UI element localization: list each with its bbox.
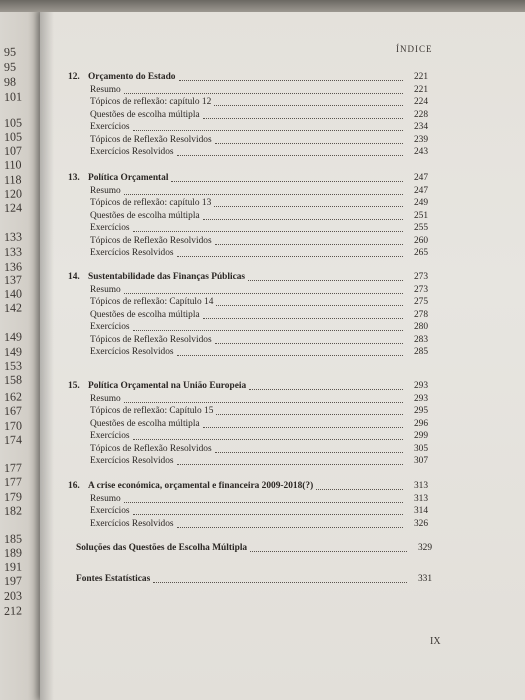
toc-subentry[interactable] (90, 145, 428, 158)
entry-title: Fontes Estatísticas (76, 574, 151, 584)
dot-leader (216, 305, 403, 306)
entry-title: Exercícios (90, 223, 130, 234)
entry-title: Exercícios Resolvidos (90, 147, 174, 157)
left-page-number: 197 (3, 573, 23, 588)
left-page-number: 101 (3, 89, 23, 104)
chapter-entry[interactable] (68, 270, 428, 283)
toc-subentry[interactable] (90, 83, 428, 96)
entry-title: Política Orçamental na União Europeia (88, 381, 247, 391)
dot-leader (316, 489, 403, 490)
left-page-number: 177 (3, 474, 23, 489)
toc-subentry[interactable] (90, 442, 428, 455)
entry-title: Exercícios Resolvidos (90, 347, 174, 357)
left-page-number: 118 (3, 172, 22, 187)
entry-page: 314 (413, 506, 428, 517)
left-page-number: 189 (3, 545, 23, 560)
entry-title: Tópicos de Reflexão Resolvidos (90, 134, 212, 145)
chapter-entry[interactable] (68, 171, 428, 184)
dot-leader (179, 80, 404, 81)
entry-page: 249 (413, 198, 428, 209)
dot-leader (133, 514, 403, 515)
dot-leader (215, 343, 403, 344)
dot-leader (215, 143, 403, 144)
dot-leader (248, 280, 403, 281)
toc-subentry[interactable] (90, 209, 428, 222)
left-page-number: 149 (3, 344, 23, 359)
entry-title: Tópicos de Reflexão Resolvidos (90, 334, 212, 345)
left-page-number: 153 (3, 358, 23, 373)
dot-leader (215, 244, 403, 245)
left-page-number: 95 (3, 44, 17, 59)
toc-subentry[interactable] (90, 283, 428, 296)
dot-leader (250, 551, 407, 552)
toc-subentry[interactable] (90, 454, 428, 467)
entry-page: 247 (413, 186, 428, 196)
dot-leader (215, 452, 403, 453)
entry-page: 273 (413, 285, 428, 295)
entry-page: 234 (413, 122, 428, 133)
entry-page: 247 (413, 173, 428, 183)
entry-page: 278 (413, 309, 428, 320)
entry-title: Questões de escolha múltipla (90, 418, 200, 429)
dot-leader (214, 206, 403, 207)
toc-subentry[interactable] (90, 404, 428, 417)
left-page-number: 170 (3, 418, 23, 433)
entry-title: Tópicos de reflexão: Capítulo 15 (90, 406, 214, 417)
left-page-number: 162 (3, 389, 23, 404)
entry-page: 293 (413, 394, 428, 404)
left-page-number: 212 (3, 603, 23, 618)
left-page-number: 124 (3, 200, 23, 215)
entry-title: Resumo (90, 186, 121, 196)
left-page-number: 95 (3, 59, 17, 74)
entry-title: Exercícios (90, 431, 130, 442)
toc-subentry[interactable] (90, 392, 428, 405)
dot-leader (203, 118, 403, 119)
left-page-number: 149 (3, 329, 23, 344)
entry-page: 331 (417, 574, 432, 584)
chapter-number: 15. (68, 381, 80, 391)
toc-subentry[interactable] (90, 196, 428, 209)
left-page-number: 167 (3, 403, 23, 418)
entry-title: A crise económica, orçamental e financeira 2009-2018(?) (88, 481, 314, 491)
left-page-number: 182 (3, 503, 23, 518)
left-page-number: 110 (3, 157, 22, 172)
entry-page: 307 (413, 456, 428, 466)
entry-page: 260 (413, 235, 428, 246)
dot-leader (133, 130, 403, 131)
toc-subentry[interactable] (90, 120, 428, 133)
toc-subentry[interactable] (90, 429, 428, 442)
entry-title: Exercícios (90, 322, 130, 333)
left-page-number: 136 (3, 259, 23, 274)
dot-leader (133, 231, 403, 232)
chapter-number: 13. (68, 173, 80, 183)
dot-leader (214, 105, 403, 106)
dot-leader (177, 464, 403, 465)
toc-subentry[interactable] (90, 417, 428, 430)
gutter-shadow (40, 10, 54, 700)
left-page-number: 185 (3, 531, 23, 546)
toc-subentry[interactable] (90, 295, 428, 308)
entry-page: 239 (413, 134, 428, 145)
entry-title: Exercícios Resolvidos (90, 248, 174, 258)
entry-page: 293 (413, 381, 428, 391)
entry-page: 299 (413, 431, 428, 442)
toc-subentry[interactable] (90, 517, 428, 530)
left-page-number: 120 (3, 186, 23, 201)
entry-page: 283 (413, 334, 428, 345)
toc-subentry[interactable] (90, 133, 428, 146)
entry-title: Tópicos de reflexão: Capítulo 14 (90, 297, 214, 308)
entry-title: Resumo (90, 394, 121, 404)
entry-title: Tópicos de Reflexão Resolvidos (90, 235, 212, 246)
left-page-number: 105 (3, 115, 23, 130)
left-page-number: 142 (3, 300, 23, 315)
chapter-number: 14. (68, 272, 80, 282)
entry-title: Resumo (90, 285, 121, 295)
entry-title: Resumo (90, 494, 121, 504)
chapter-number: 12. (68, 72, 80, 82)
left-page-number: 191 (3, 559, 23, 574)
dot-leader (203, 219, 403, 220)
dot-leader (124, 293, 403, 294)
dot-leader (249, 389, 403, 390)
entry-title: Tópicos de reflexão: capítulo 13 (90, 198, 212, 209)
entry-page: 228 (413, 109, 428, 120)
dot-leader (124, 402, 403, 403)
left-page-number: 140 (3, 286, 23, 301)
left-page-number: 158 (3, 372, 23, 387)
entry-page: 296 (413, 418, 428, 429)
entry-title: Tópicos de Reflexão Resolvidos (90, 443, 212, 454)
chapter-entry[interactable] (68, 479, 428, 492)
dot-leader (124, 93, 403, 94)
left-page-number: 98 (3, 74, 17, 89)
entry-title: Resumo (90, 85, 121, 95)
dot-leader (203, 318, 403, 319)
left-page-number: 137 (3, 272, 23, 287)
entry-page: 313 (413, 481, 428, 491)
entry-title: Questões de escolha múltipla (90, 109, 200, 120)
entry-page: 313 (413, 494, 428, 504)
left-page-number: 107 (3, 143, 23, 158)
entry-page: 329 (417, 543, 432, 553)
entry-title: Exercícios (90, 506, 130, 517)
entry-page: 305 (413, 443, 428, 454)
toc-subentry[interactable] (90, 184, 428, 197)
toc-subentry[interactable] (90, 108, 428, 121)
toc-subentry[interactable] (90, 95, 428, 108)
chapter-entry[interactable] (68, 70, 428, 83)
entry-page: 295 (413, 406, 428, 417)
entry-title: Exercícios Resolvidos (90, 456, 174, 466)
dot-leader (177, 256, 403, 257)
entry-page: 285 (413, 347, 428, 357)
entry-page: 221 (413, 72, 428, 82)
left-page-number: 203 (3, 588, 23, 603)
dot-leader (171, 181, 403, 182)
running-header: ÍNDICE (396, 44, 433, 54)
background-strip (0, 0, 525, 12)
dot-leader (124, 502, 403, 503)
chapter-entry[interactable] (68, 379, 428, 392)
entry-title: Exercícios Resolvidos (90, 518, 174, 529)
toc-subentry[interactable] (90, 492, 428, 505)
left-page-number: 179 (3, 489, 23, 504)
entry-title: Orçamento do Estado (88, 72, 176, 82)
dot-leader (153, 582, 407, 583)
dot-leader (216, 414, 403, 415)
toc-subentry[interactable] (90, 345, 428, 358)
dot-leader (177, 355, 403, 356)
entry-title: Soluções das Questões de Escolha Múltipla (76, 543, 248, 553)
left-page-number: 177 (3, 460, 23, 475)
chapter-number: 16. (68, 481, 80, 491)
toc-extra-entry[interactable] (76, 572, 432, 585)
entry-title: Sustentabilidade das Finanças Públicas (88, 272, 246, 282)
entry-page: 224 (413, 97, 428, 108)
entry-page: 275 (413, 297, 428, 308)
toc-extra-entry[interactable] (76, 541, 432, 554)
left-page-number: 174 (3, 432, 23, 447)
entry-page: 243 (413, 147, 428, 157)
dot-leader (133, 439, 403, 440)
entry-title: Questões de escolha múltipla (90, 210, 200, 221)
entry-page: 273 (413, 272, 428, 282)
dot-leader (133, 330, 403, 331)
left-page-number: 105 (3, 129, 23, 144)
entry-page: 255 (413, 223, 428, 234)
toc-subentry[interactable] (90, 333, 428, 346)
toc-subentry[interactable] (90, 221, 428, 234)
entry-title: Exercícios (90, 122, 130, 133)
dot-leader (177, 155, 403, 156)
entry-page: 251 (413, 210, 428, 221)
left-page-number: 133 (3, 229, 23, 244)
entry-title: Política Orçamental (88, 173, 169, 183)
entry-page: 265 (413, 248, 428, 258)
dot-leader (124, 194, 403, 195)
page-number: IX (430, 636, 441, 647)
entry-title: Tópicos de reflexão: capítulo 12 (90, 97, 212, 108)
toc-subentry[interactable] (90, 246, 428, 259)
toc-subentry[interactable] (90, 504, 428, 517)
left-page-number: 133 (3, 244, 23, 259)
entry-title: Questões de escolha múltipla (90, 309, 200, 320)
toc-subentry[interactable] (90, 308, 428, 321)
toc-subentry[interactable] (90, 320, 428, 333)
entry-page: 326 (413, 518, 428, 529)
entry-page: 280 (413, 322, 428, 333)
dot-leader (177, 527, 403, 528)
toc-subentry[interactable] (90, 234, 428, 247)
dot-leader (203, 427, 403, 428)
entry-page: 221 (413, 85, 428, 95)
